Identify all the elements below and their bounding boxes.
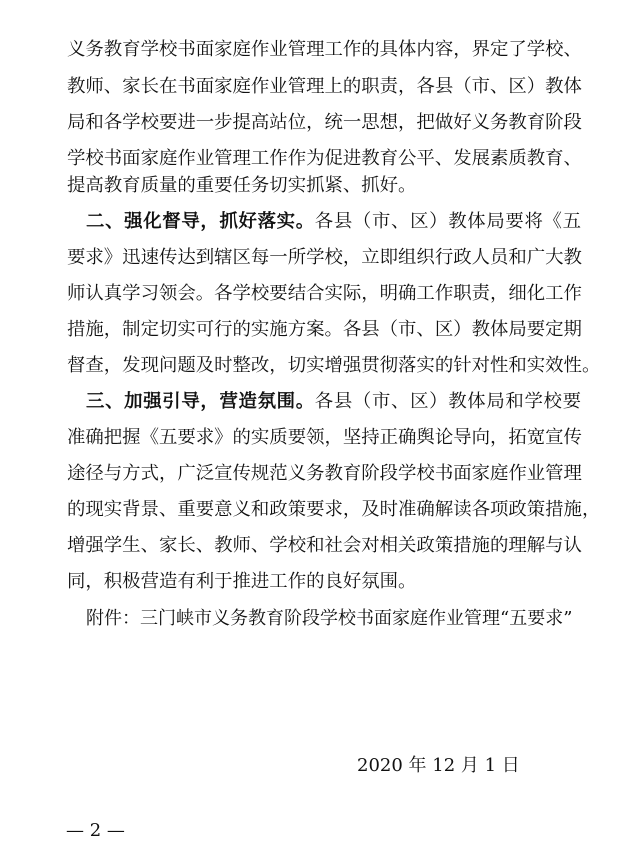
attachment-note: 附件：三门峡市义务教育阶段学校书面家庭作业管理“五要求” bbox=[86, 608, 573, 629]
section-heading: 三、加强引导，营造氛围。 bbox=[86, 391, 315, 412]
paragraph-line: 义务教育学校书面家庭作业管理工作的具体内容，界定了学校、 bbox=[67, 39, 582, 60]
section-text: 各县（市、区）教体局和学校要 bbox=[314, 391, 581, 412]
paragraph-line: 督查，发现问题及时整改，切实增强贯彻落实的针对性和实效性。 bbox=[67, 355, 601, 376]
section-3-first-line bbox=[86, 392, 581, 412]
paragraph-line: 同，积极营造有利于推进工作的良好氛围。 bbox=[67, 571, 417, 592]
paragraph-line: 学校书面家庭作业管理工作作为促进教育公平、发展素质教育、 bbox=[67, 148, 582, 169]
paragraph-line: 的现实背景、重要意义和政策要求，及时准确解读各项政策措施， bbox=[67, 499, 601, 520]
section-2-first-line bbox=[86, 212, 581, 232]
paragraph-line: 要求》迅速传达到辖区每一所学校，立即组织行政人员和广大教 bbox=[67, 247, 582, 268]
paragraph-line: 准确把握《五要求》的实质要领，坚持正确舆论导向，拓宽宣传 bbox=[67, 427, 582, 448]
paragraph-line: 提高教育质量的重要任务切实抓紧、抓好。 bbox=[67, 175, 417, 196]
document-date: 2020 年 12 月 1 日 bbox=[357, 755, 520, 776]
paragraph-line: 局和各学校要进一步提高站位，统一思想，把做好义务教育阶段 bbox=[67, 112, 582, 133]
page-number: — 2 — bbox=[66, 820, 125, 841]
paragraph-line: 途径与方式，广泛宣传规范义务教育阶段学校书面家庭作业管理 bbox=[67, 463, 582, 484]
section-heading: 二、强化督导，抓好落实。 bbox=[86, 211, 315, 232]
paragraph-line: 教师、家长在书面家庭作业管理上的职责，各县（市、区）教体 bbox=[67, 76, 582, 97]
paragraph-line: 师认真学习领会。各学校要结合实际，明确工作职责，细化工作 bbox=[67, 283, 582, 304]
section-text: 各县（市、区）教体局要将《五 bbox=[314, 211, 581, 232]
paragraph-line: 措施，制定切实可行的实施方案。各县（市、区）教体局要定期 bbox=[67, 319, 582, 340]
paragraph-line: 增强学生、家长、教师、学校和社会对相关政策措施的理解与认 bbox=[67, 535, 582, 556]
